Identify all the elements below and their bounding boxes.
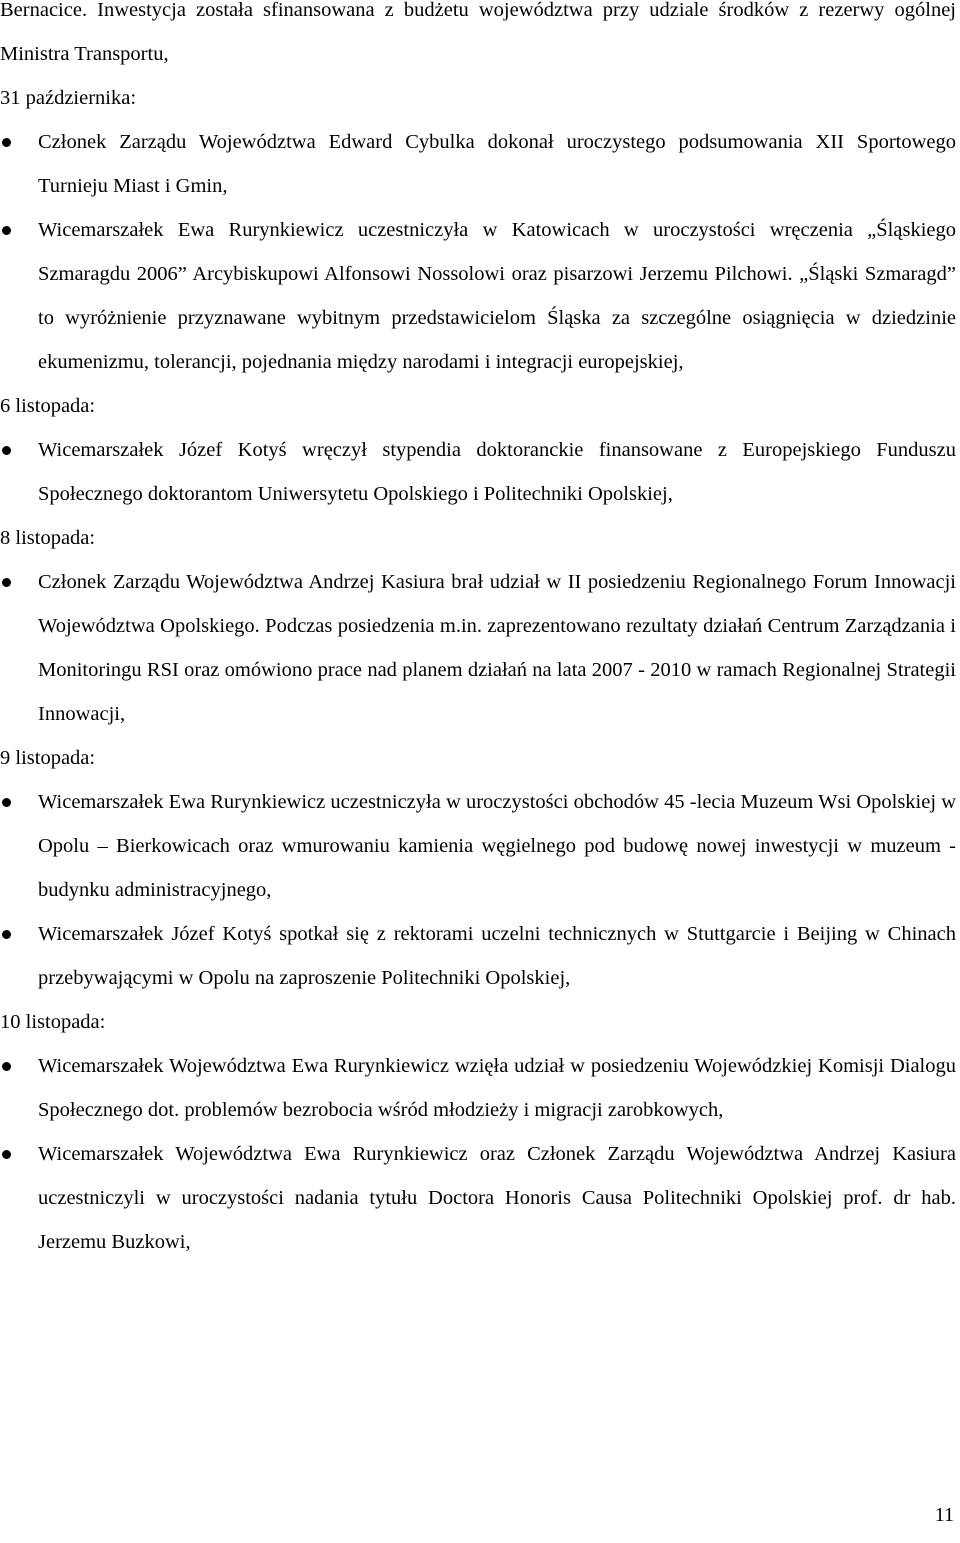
bullet-icon <box>2 1150 11 1159</box>
list-item-text: Członek Zarządu Województwa Edward Cybulka dokonał uroczystego podsumowania XII Sportowego Turnieju Miast i Gmin, <box>38 131 956 197</box>
list-item <box>0 120 956 208</box>
list-item <box>0 912 956 1000</box>
list-item <box>0 1132 956 1264</box>
list-item <box>0 560 956 736</box>
section-date: 10 listopada: <box>0 1011 106 1033</box>
item-list <box>0 120 956 384</box>
bullet-icon <box>2 1062 11 1071</box>
list-item <box>0 428 956 516</box>
bullet-icon <box>2 446 11 455</box>
section-31-october <box>0 76 956 384</box>
list-item-text: Wicemarszałek Ewa Rurynkiewicz uczestniczyła w uroczystości obchodów 45 -lecia Muzeum Wsi Opolskiej w Opolu – Bierkowicach oraz wmurowaniu kamienia węgielnego pod budowę nowej inwestycji w muzeum - budynku administracyjnego, <box>38 791 956 901</box>
continuation-paragraph: Bernacice. Inwestycja została sfinansowana z budżetu województwa przy udziale środków z rezerwy ogólnej Ministra Transportu, <box>0 0 956 65</box>
list-item-text: Wicemarszałek Józef Kotyś spotkał się z rektorami uczelni technicznych w Stuttgarcie i Beijing w Chinach przebywającymi w Opolu na zaproszenie Politechniki Opolskiej, <box>38 923 956 989</box>
list-item-text: Wicemarszałek Województwa Ewa Rurynkiewicz oraz Członek Zarządu Województwa Andrzej Kasiura uczestniczyli w uroczystości nadania tytułu Doctora Honoris Causa Politechniki Opolskiej prof. dr hab. Jerzemu Buzkowi, <box>38 1143 956 1253</box>
bullet-icon <box>2 226 11 235</box>
section-date: 31 października: <box>0 87 137 109</box>
section-10-november <box>0 1000 956 1264</box>
bullet-icon <box>2 798 11 807</box>
item-list <box>0 560 956 736</box>
bullet-icon <box>2 930 11 939</box>
list-item-text: Wicemarszałek Józef Kotyś wręczył stypendia doktoranckie finansowane z Europejskiego Funduszu Społecznego doktorantom Uniwersytetu Opolskiego i Politechniki Opolskiej, <box>38 439 956 505</box>
page-number: 11 <box>934 1504 954 1526</box>
list-item-text: Członek Zarządu Województwa Andrzej Kasiura brał udział w II posiedzeniu Regionalnego Forum Innowacji Województwa Opolskiego. Podczas posiedzenia m.in. zaprezentowano rezultaty działań Centrum Zarządzania i Monitoringu RSI oraz omówiono prace nad planem działań na lata 2007 - 2010 w ramach Regionalnej Strategii Innowacji, <box>38 571 956 725</box>
section-8-november <box>0 516 956 736</box>
list-item-text: Wicemarszałek Województwa Ewa Rurynkiewicz wzięła udział w posiedzeniu Wojewódzkiej Komisji Dialogu Społecznego dot. problemów bezrobocia wśród młodzieży i migracji zarobkowych, <box>38 1055 956 1121</box>
list-item <box>0 1044 956 1132</box>
list-item-text: Wicemarszałek Ewa Rurynkiewicz uczestniczyła w Katowicach w uroczystości wręczenia „Śląskiego Szmaragdu 2006” Arcybiskupowi Alfonsowi Nossolowi oraz pisarzowi Jerzemu Pilchowi. „Śląski Szmaragd” to wyróżnienie przyznawane wybitnym przedstawicielom Śląska za szczególne osiągnięcia w dziedzinie ekumenizmu, tolerancji, pojednania między narodami i integracji europejskiej, <box>38 219 956 373</box>
list-item <box>0 780 956 912</box>
section-date: 6 listopada: <box>0 395 96 417</box>
bullet-icon <box>2 138 11 147</box>
item-list <box>0 428 956 516</box>
bullet-icon <box>2 578 11 587</box>
item-list <box>0 1044 956 1264</box>
item-list <box>0 780 956 1000</box>
section-date: 8 listopada: <box>0 527 96 549</box>
section-date: 9 listopada: <box>0 747 96 769</box>
list-item <box>0 208 956 384</box>
section-6-november <box>0 384 956 516</box>
section-9-november <box>0 736 956 1000</box>
